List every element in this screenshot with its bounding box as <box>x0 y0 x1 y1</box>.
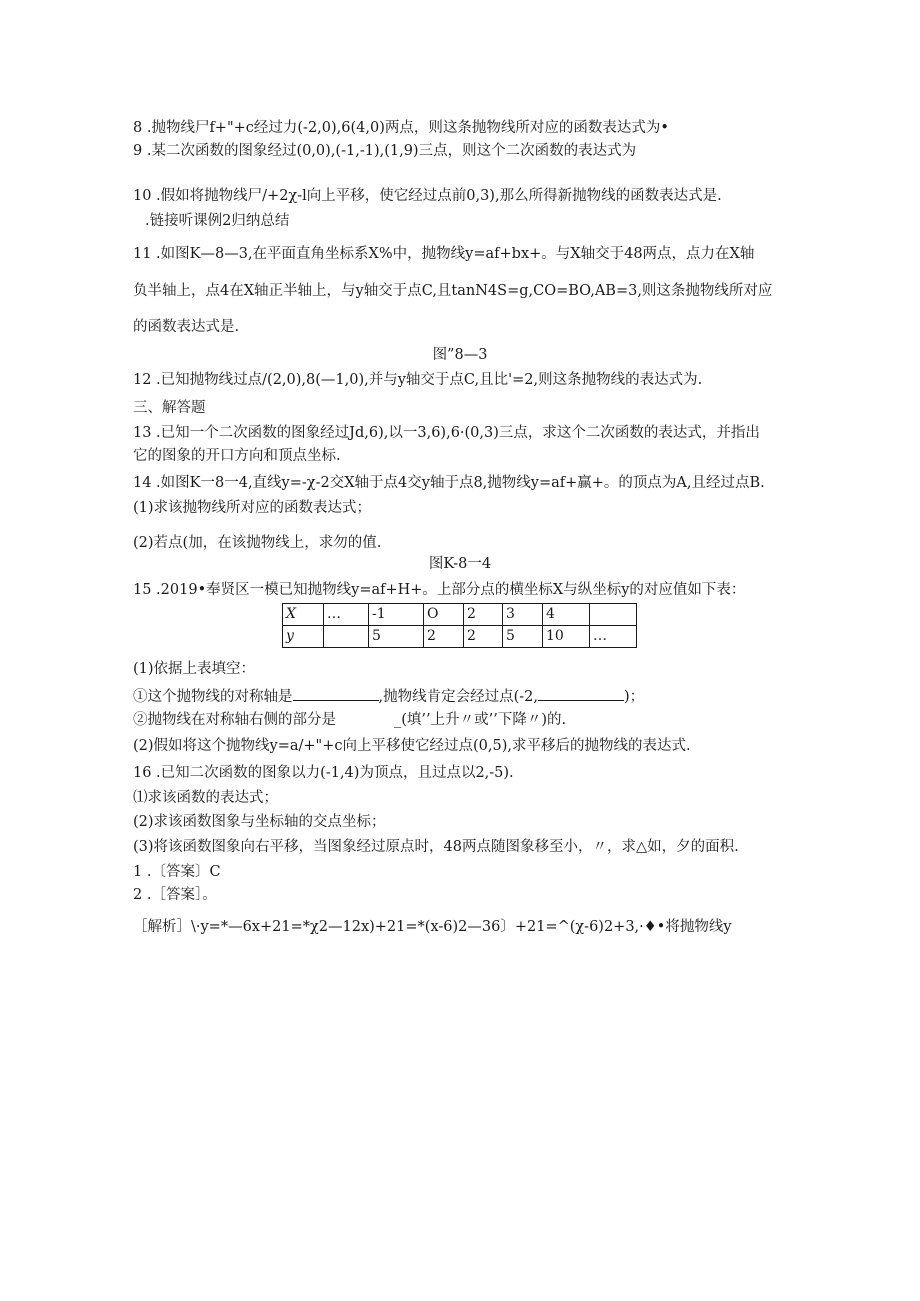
question-15-part-1a <box>133 686 644 706</box>
q15-1a-text-start: ①这个抛物线的对称轴是 <box>133 689 293 705</box>
analysis-text: ［解析］\·y=*—6x+21=*χ2—12x)+21=*(x-6)2—36〕+21=^(χ-6)2+3,·♦•将抛物线y <box>133 919 732 935</box>
answer-1: 1 .〔答案〕C <box>133 864 221 880</box>
table-cell: … <box>590 626 637 648</box>
table-cell: 2 <box>464 604 503 626</box>
question-16-part-3: (3)将该函数图象向右平移，当图象经过原点时，48两点随图象移至小，〃，求△如，夕的面积. <box>133 839 739 855</box>
question-14-part-1: (1)求该抛物线所对应的函数表达式； <box>133 500 372 516</box>
q15-1b-text-start: ②抛物线在对称轴右侧的部分是 <box>133 712 336 728</box>
question-15-part-1b <box>133 711 566 729</box>
table-cell: 5 <box>503 626 543 648</box>
question-15: 15 .2019•奉贤区一模已知抛物线y=af+H+。上部分点的横坐标X与纵坐标y的对应值如下表： <box>133 582 746 598</box>
table-row <box>283 604 637 626</box>
table-cell: X <box>283 604 324 626</box>
answer-blank-axis[interactable] <box>293 686 379 701</box>
answer-2: 2 .［答案］。 <box>133 887 217 903</box>
table-cell: 10 <box>543 626 590 648</box>
table-cell: … <box>324 604 369 626</box>
figure-caption-k84: 图K-8一4 <box>428 556 492 572</box>
question-15-part-1: (1)依据上表填空： <box>133 661 256 677</box>
question-16: 16 .已知二次函数的图象以力(-1,4)为顶点，且过点以2,-5). <box>133 765 514 781</box>
question-14: 14 .如图K一8一4,直线y=-χ-2交X轴于点4交y轴于点8,抛物线y=af+赢+。的顶点为A,且经过点B. <box>133 475 765 491</box>
section-heading-answers: 三、解答题 <box>133 400 206 416</box>
question-11-line-1: 11 .如图K—8—3,在平面直角坐标系X%中，抛物线y=af+bx+。与X轴交于48两点，点力在X轴 <box>133 246 755 262</box>
question-13-line-1: 13 .已知一个二次函数的图象经过Jd,6),以一3,6),6·(0,3)三点，求这个二次函数的表达式，并指出 <box>133 425 760 441</box>
table-cell: 3 <box>503 604 543 626</box>
question-9: 9 .某二次函数的图象经过(0,0),(-1,-1),(1,9)三点，则这个二次函数的表达式为 <box>133 143 637 159</box>
question-12: 12 .已知抛物线过点/(2,0),8(—1,0),并与y轴交于点C,且比'=2,则这条抛物线的表达式为. <box>133 372 703 388</box>
question-14-part-2: (2)若点(加，在该抛物线上，求勿的值. <box>133 535 382 551</box>
table-cell <box>590 604 637 626</box>
question-11-line-3: 的函数表达式是. <box>133 319 240 335</box>
table-cell <box>324 626 369 648</box>
table-cell: 5 <box>369 626 424 648</box>
question-16-part-1: ⑴求该函数的表达式； <box>133 790 278 806</box>
table-cell: -1 <box>369 604 424 626</box>
question-11-line-2: 负半轴上，点4在X轴正半轴上，与y轴交于点C,且tanN4S=g,CO=BO,AB=3,则这条抛物线所对应 <box>133 283 773 299</box>
table-cell: 2 <box>464 626 503 648</box>
figure-caption-k83: 图”8—3 <box>432 347 488 363</box>
table-cell: 2 <box>424 626 464 648</box>
table-cell: y <box>283 626 324 648</box>
question-10-link-note: .链接听课例2归纳总结 <box>145 213 290 229</box>
table-cell: 4 <box>543 604 590 626</box>
q15-1a-text-mid: ,抛物线肯定会经过点(-2, <box>378 689 538 705</box>
question-16-part-2: (2)求该函数图象与坐标轴的交点坐标； <box>133 814 386 830</box>
table-cell: O <box>424 604 464 626</box>
question-15-part-2: (2)假如将这个抛物线y=a/+"+c向上平移使它经过点(0,5),求平移后的抛物线的表达式. <box>133 738 691 754</box>
question-10: 10 .假如将抛物线尸/+2χ-l向上平移，使它经过点前0,3),那么所得新抛物线的函数表达式是. <box>133 188 722 204</box>
q15-1a-text-end: )； <box>624 689 645 705</box>
question-13-line-2: 它的图象的开口方向和顶点坐标. <box>133 448 341 464</box>
value-table <box>282 603 637 648</box>
table-row <box>283 626 637 648</box>
q15-1b-text-end: _(填’’上升〃或’’下降〃)的. <box>394 712 567 728</box>
question-8: 8 .抛物线尸f+"+c经过力(-2,0),6(4,0)两点，则这条抛物线所对应的函数表达式为• <box>133 120 669 136</box>
answer-blank-point[interactable] <box>538 686 624 701</box>
